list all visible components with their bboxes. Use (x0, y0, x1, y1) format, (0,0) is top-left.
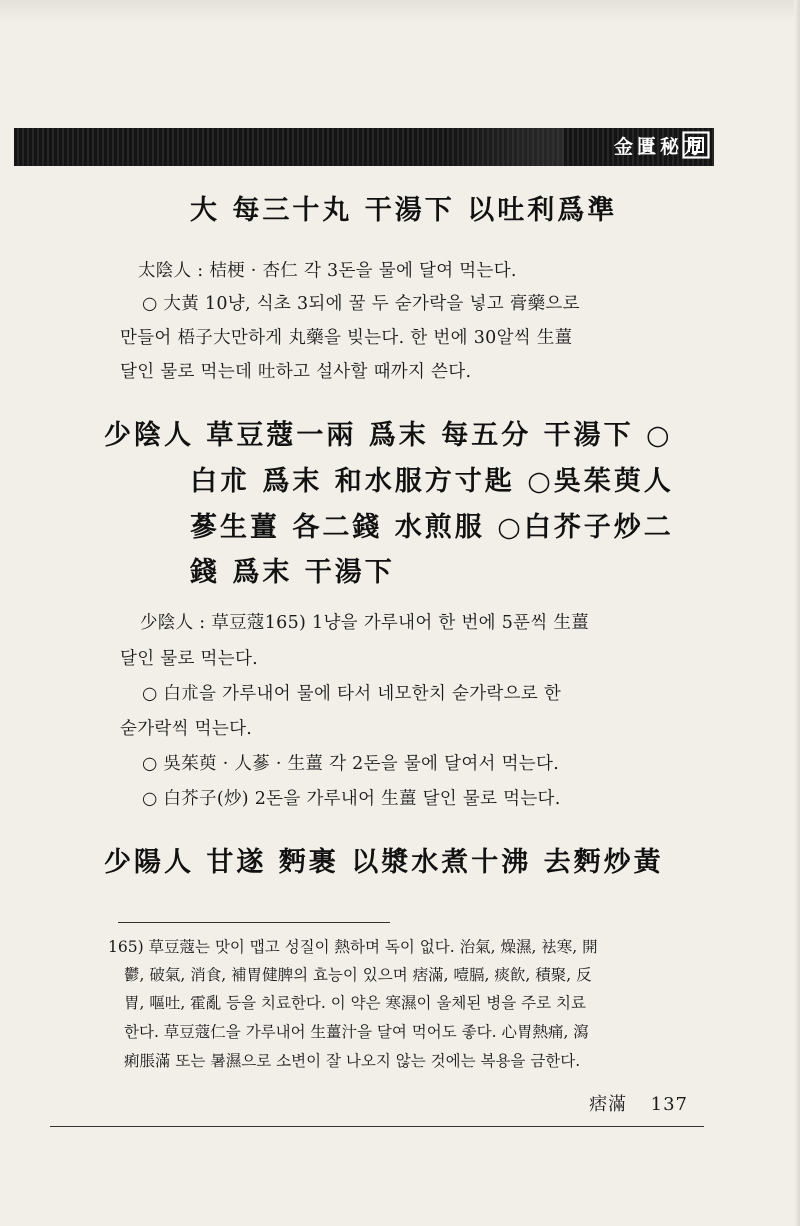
running-header-band (14, 128, 714, 166)
classical-text-line: 少陽人 甘遂 麪裹 以漿水煮十沸 去麪炒黃 (104, 847, 664, 878)
translation-line: ○ 白朮을 가루내어 물에 타서 네모한치 숟가락으로 한 (142, 684, 562, 704)
translation-line: 太陰人 : 桔梗 · 杏仁 각 3돈을 물에 달여 먹는다. (138, 261, 517, 281)
translation-line: ○ 白芥子(炒) 2돈을 가루내어 生薑 달인 물로 먹는다. (142, 789, 561, 809)
footnote-rule (118, 922, 390, 923)
running-header-title: 金匱秘方 (613, 136, 706, 158)
translation-line: ○ 吳茱萸 · 人蔘 · 生薑 각 2돈을 물에 달여서 먹는다. (142, 754, 560, 774)
classical-text-line: 大 每三十丸 干湯下 以吐利爲準 (190, 195, 618, 226)
footnote-line: 鬱, 破氣, 消食, 補胃健脾의 효능이 있으며 痞滿, 噎膈, 痰飮, 積聚, 反 (124, 966, 592, 984)
page-right-edge (794, 0, 800, 1226)
footer-rule (50, 1126, 704, 1127)
footnote-line: 한다. 草豆蔻仁을 가루내어 生薑汁을 달여 먹어도 좋다. 心胃熱痛, 瀉 (124, 1023, 589, 1041)
page-top-edge (0, 0, 800, 22)
translation-line: 少陰人 : 草豆蔻165) 1냥을 가루내어 한 번에 5푼씩 生薑 (140, 613, 590, 633)
translation-line: 달인 물로 먹는다. (120, 649, 259, 669)
classical-text-line: 蔘生薑 各二錢 水煎服 ○白芥子炒二 (190, 512, 674, 543)
classical-text-line: 白朮 爲末 和水服方寸匙 ○吳茱萸人 (190, 466, 674, 497)
classical-text-line: 少陰人 草豆蔻一兩 爲末 每五分 干湯下 ○ (104, 420, 673, 451)
translation-line: 만들어 梧子大만하게 丸藥을 빚는다. 한 번에 30알씩 生薑 (120, 328, 573, 348)
translation-line: 달인 물로 먹는데 吐하고 설사할 때까지 쓴다. (120, 362, 472, 382)
classical-text-line: 錢 爲末 干湯下 (190, 557, 395, 588)
footnote-line: 胃, 嘔吐, 霍亂 등을 치료한다. 이 약은 寒濕이 울체된 병을 주로 치료 (124, 994, 586, 1012)
footnote-line: 痢脹滿 또는 暑濕으로 소변이 잘 나오지 않는 것에는 복용을 금한다. (124, 1052, 581, 1070)
footer-section-title: 痞滿 (589, 1094, 628, 1115)
page-number: 137 (650, 1094, 688, 1115)
translation-line: 숟가락씩 먹는다. (120, 719, 253, 739)
page-footer (589, 1090, 688, 1116)
translation-line: ○ 大黃 10냥, 식초 3되에 꿀 두 숟가락을 넣고 膏藥으로 (142, 294, 580, 314)
square-spiral-icon (682, 131, 710, 159)
footnote-line: 165) 草豆蔻는 맛이 맵고 성질이 熱하며 독이 없다. 治氣, 燥濕, 袪寒, 開 (108, 938, 598, 956)
